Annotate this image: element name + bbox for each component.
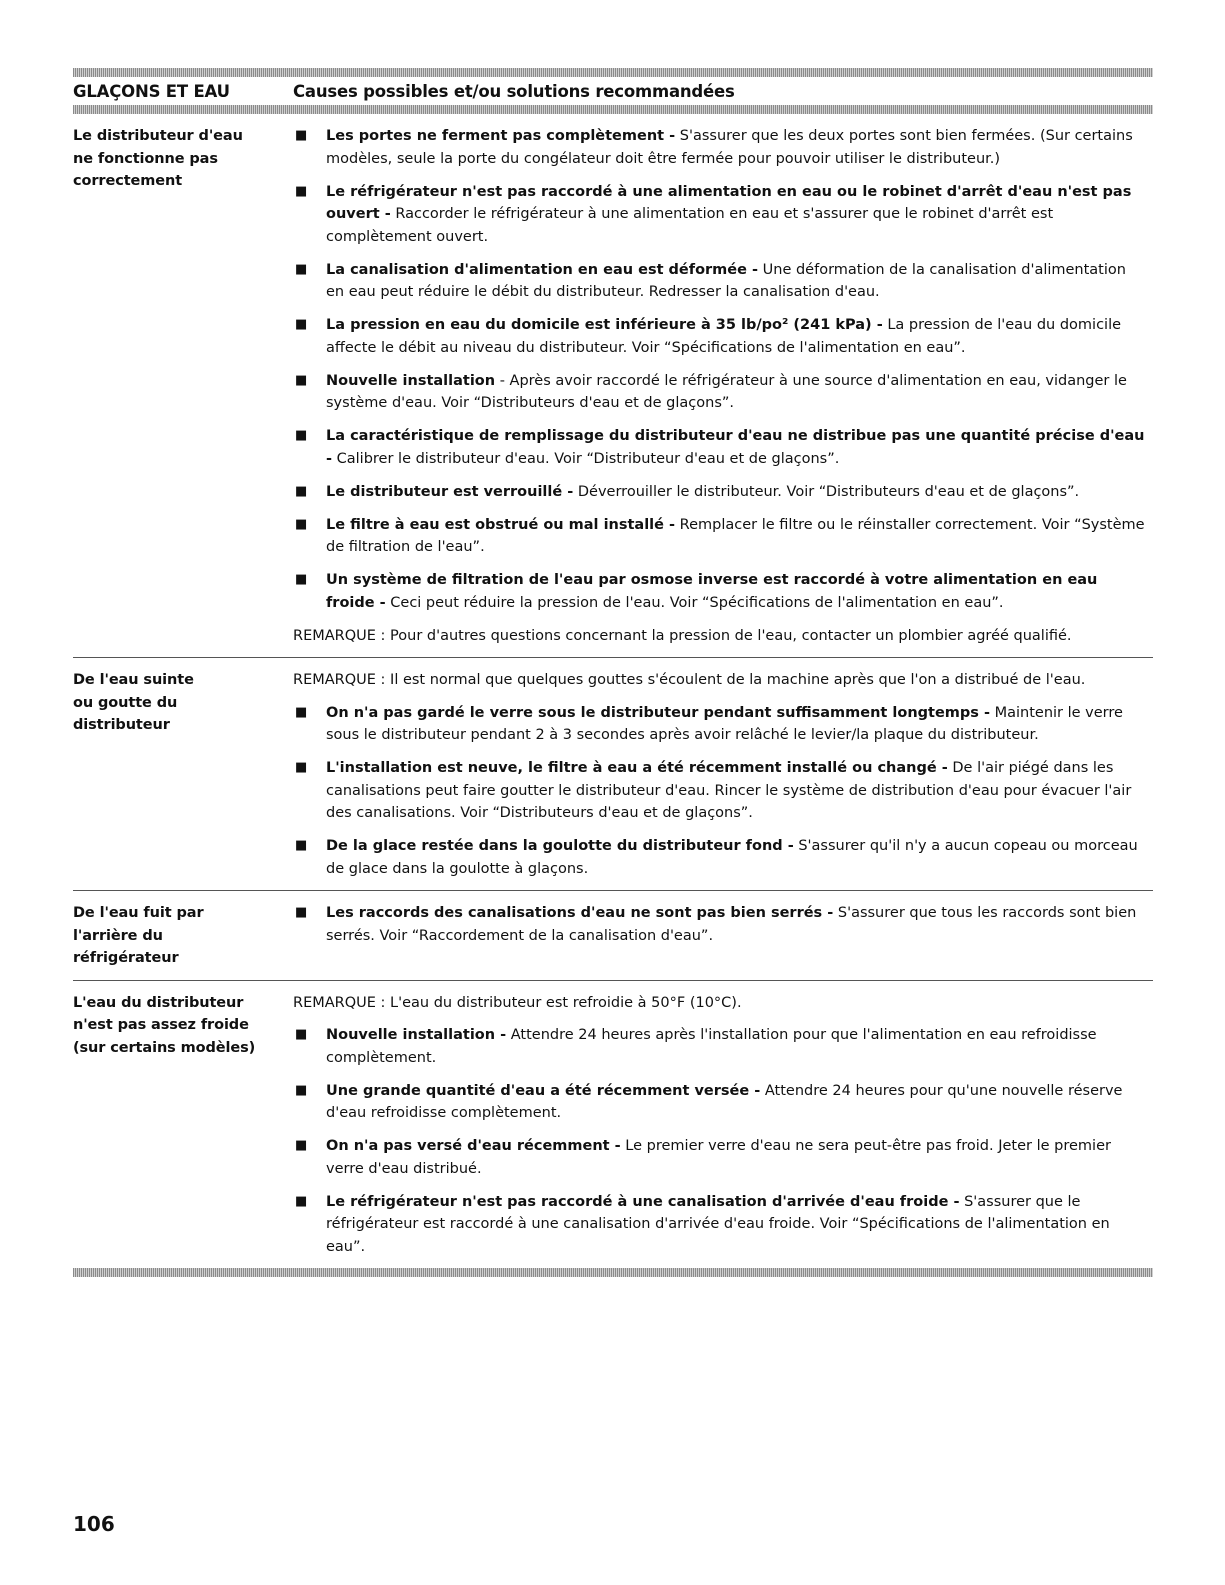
solution-item — [293, 425, 1153, 470]
header-rule — [73, 105, 1153, 114]
solution-remedy: S'assurer que tous les raccords sont bien serrés. Voir “Raccordement de la canalisation d'eau”. — [326, 905, 1137, 944]
solution-remedy: Calibrer le distributeur d'eau. Voir “Distributeur d'eau et de glaçons”. — [332, 450, 840, 467]
solution-item — [293, 370, 1153, 415]
solution-remedy: Remplacer le filtre ou le réinstaller correctement. Voir “Système de filtration de l'eau”. — [326, 516, 1145, 555]
troubleshooting-table — [73, 68, 1153, 1277]
solution-cause: Nouvelle installation - — [326, 1027, 507, 1043]
solution-text — [326, 514, 1153, 559]
solution-text — [326, 1135, 1153, 1180]
solution-text — [326, 1080, 1153, 1125]
solution-remedy: Une déformation de la canalisation d'alimentation en eau peut réduire le débit du distributeur. Redresser la canalisation d'eau. — [326, 261, 1126, 300]
remark-note — [293, 669, 1153, 692]
solution-text — [326, 1024, 1153, 1069]
bullet-icon: ■ — [295, 1082, 308, 1098]
problem-title-line: De l'eau suinte — [73, 672, 194, 688]
problem-title-line: L'eau du distributeur — [73, 994, 244, 1011]
solution-text — [326, 181, 1153, 249]
remark-label: REMARQUE — [293, 672, 376, 688]
solution-item — [293, 514, 1153, 559]
problem-section — [73, 981, 1153, 1269]
solution-item — [293, 835, 1153, 880]
solutions-list — [293, 669, 1153, 880]
solution-cause: Le réfrigérateur n'est pas raccordé à une canalisation d'arrivée d'eau froide - — [326, 1193, 960, 1210]
solution-text — [326, 481, 1153, 504]
page-number: 106 — [73, 1512, 115, 1536]
problem-title — [73, 992, 293, 1259]
solution-cause: Les raccords des canalisations d'eau ne sont pas bien serrés - — [326, 905, 834, 921]
solution-cause: L'installation est neuve, le filtre à eau a été récemment installé ou changé - — [326, 760, 948, 776]
bottom-rule — [73, 1268, 1153, 1277]
remark-label: REMARQUE — [293, 627, 376, 644]
problem-title — [73, 125, 293, 647]
bullet-icon: ■ — [295, 183, 308, 199]
solution-item — [293, 1024, 1153, 1069]
causes-heading: Causes possibles et/ou solutions recommandées — [293, 82, 735, 101]
solution-text — [326, 757, 1153, 825]
solutions-list — [293, 992, 1153, 1259]
solution-remedy: S'assurer que les deux portes sont bien fermées. (Sur certains modèles, seule la porte du congélateur doit être fermée pour pouvoir utiliser le distributeur.) — [326, 128, 1133, 167]
solution-cause: Le filtre à eau est obstrué ou mal installé - — [326, 516, 676, 533]
solutions-list — [293, 125, 1153, 647]
solution-item — [293, 1191, 1153, 1259]
problem-section — [73, 891, 1153, 980]
bullet-icon: ■ — [295, 838, 308, 853]
solution-cause: On n'a pas gardé le verre sous le distributeur pendant suffisamment longtemps - — [326, 704, 990, 721]
solution-text — [326, 902, 1153, 947]
solution-cause: Les portes ne ferment pas complètement - — [326, 128, 676, 144]
problem-title-line: réfrigérateur — [73, 950, 179, 966]
solution-text — [326, 835, 1153, 880]
solution-text — [326, 314, 1153, 359]
solution-cause: Le distributeur est verrouillé - — [326, 483, 574, 500]
solution-item — [293, 125, 1153, 170]
solution-remedy: Ceci peut réduire la pression de l'eau. Voir “Spécifications de l'alimentation en eau”. — [385, 594, 1004, 611]
remark-text: : L'eau du distributeur est refroidie à 50°F (10°C). — [375, 994, 742, 1011]
problem-title — [73, 669, 293, 880]
solution-cause: De la glace restée dans la goulotte du distributeur fond - — [326, 838, 794, 854]
bullet-icon: ■ — [295, 1027, 308, 1042]
bullet-icon: ■ — [295, 128, 308, 143]
problem-title-line: Le distributeur d'eau — [73, 128, 243, 144]
solution-remedy: Le premier verre d'eau ne sera peut-être pas froid. Jeter le premier verre d'eau distribué. — [326, 1138, 1111, 1177]
solution-text — [326, 425, 1153, 470]
problem-title-line: n'est pas assez froide — [73, 1017, 249, 1033]
problem-title — [73, 902, 293, 970]
solution-text — [326, 370, 1153, 415]
solution-item — [293, 902, 1153, 947]
solution-cause: La caractéristique de remplissage du distributeur d'eau ne distribue pas une quantité précise d'eau - — [326, 428, 1145, 467]
bullet-icon: ■ — [295, 905, 308, 920]
solution-remedy: S'assurer qu'il n'y a aucun copeau ou morceau de glace dans la goulotte à glaçons. — [326, 838, 1138, 877]
solution-remedy: Attendre 24 heures après l'installation pour que l'alimentation en eau refroidisse complètement. — [326, 1027, 1097, 1066]
solution-cause: Le réfrigérateur n'est pas raccordé à une alimentation en eau ou le robinet d'arrêt d'eau n'est pas ouvert - — [326, 183, 1132, 222]
solution-text — [326, 259, 1153, 304]
solution-remedy: Déverrouiller le distributeur. Voir “Distributeurs d'eau et de glaçons”. — [573, 483, 1080, 500]
solution-text — [326, 569, 1153, 614]
solution-text — [326, 1191, 1153, 1259]
solution-text — [326, 702, 1153, 747]
table-header — [73, 77, 1153, 105]
problem-title-line: l'arrière du — [73, 927, 163, 944]
solution-item — [293, 757, 1153, 825]
problem-section — [73, 114, 1153, 657]
solution-cause: On n'a pas versé d'eau récemment - — [326, 1138, 621, 1154]
solution-remedy: Raccorder le réfrigérateur à une alimentation en eau et s'assurer que le robinet d'arrêt est complètement ouvert. — [326, 206, 1054, 245]
remark-label: REMARQUE — [293, 994, 376, 1011]
solution-remedy: - Après avoir raccordé le réfrigérateur à une source d'alimentation en eau, vidanger le système d'eau. Voir “Distributeurs d'eau et de glaçons”. — [326, 372, 1127, 411]
problem-title-line: ou goutte du — [73, 694, 178, 711]
solution-remedy: S'assurer que le réfrigérateur est raccordé à une canalisation d'arrivée d'eau froide. Voir “Spécifications de l'alimentation en eau”. — [326, 1193, 1110, 1255]
bullet-icon: ■ — [295, 1193, 308, 1209]
solution-remedy: Maintenir le verre sous le distributeur pendant 2 à 3 secondes après avoir relâché le levier/la plaque du distributeur. — [326, 704, 1123, 743]
solutions-list — [293, 902, 1153, 970]
problem-title-line: ne fonctionne pas — [73, 150, 218, 167]
sections-container — [73, 114, 1153, 1268]
bullet-icon: ■ — [295, 483, 308, 499]
bullet-icon: ■ — [295, 572, 308, 587]
bullet-icon: ■ — [295, 1138, 308, 1153]
solution-remedy: Attendre 24 heures pour qu'une nouvelle réserve d'eau refroidisse complètement. — [326, 1082, 1123, 1121]
bullet-icon: ■ — [295, 516, 308, 532]
solution-item — [293, 259, 1153, 304]
top-rule — [73, 68, 1153, 77]
solution-cause: Nouvelle installation — [326, 372, 496, 389]
solution-item — [293, 1080, 1153, 1125]
bullet-icon: ■ — [295, 317, 308, 332]
solution-item — [293, 181, 1153, 249]
remark-text: : Il est normal que quelques gouttes s'écoulent de la machine après que l'on a distribué de l'eau. — [375, 672, 1086, 688]
remark-note — [293, 992, 1153, 1015]
problem-title-line: (sur certains modèles) — [73, 1039, 256, 1056]
solution-cause: Un système de filtration de l'eau par osmose inverse est raccordé à votre alimentation en eau froide - — [326, 572, 1098, 611]
problem-title-line: correctement — [73, 173, 183, 189]
solution-item — [293, 314, 1153, 359]
problem-title-line: De l'eau fuit par — [73, 905, 204, 921]
solution-item — [293, 702, 1153, 747]
solution-cause: La pression en eau du domicile est inférieure à 35 lb/po² (241 kPa) - — [326, 317, 883, 333]
solution-text — [326, 125, 1153, 170]
bullet-icon: ■ — [295, 428, 308, 443]
bullet-icon: ■ — [295, 704, 308, 720]
remark-note — [293, 625, 1153, 648]
bullet-icon: ■ — [295, 760, 308, 775]
solution-item — [293, 1135, 1153, 1180]
bullet-icon: ■ — [295, 372, 308, 388]
problem-section — [73, 658, 1153, 890]
solution-remedy: De l'air piégé dans les canalisations peut faire goutter le distributeur d'eau. Rincer le système de distribution d'eau pour évacuer l'air des canalisations. Voir “Distributeurs d'eau et de glaçons”. — [326, 760, 1132, 821]
solution-cause: Une grande quantité d'eau a été récemment versée - — [326, 1082, 761, 1099]
problem-title-line: distributeur — [73, 717, 170, 733]
solution-cause: La canalisation d'alimentation en eau est déformée - — [326, 261, 759, 278]
category-heading: GLAÇONS ET EAU — [73, 82, 230, 101]
solution-remedy: La pression de l'eau du domicile affecte le débit au niveau du distributeur. Voir “Spécifications de l'alimentation en eau”. — [326, 317, 1122, 356]
bullet-icon: ■ — [295, 261, 308, 277]
solution-item — [293, 481, 1153, 504]
solution-item — [293, 569, 1153, 614]
remark-text: : Pour d'autres questions concernant la pression de l'eau, contacter un plombier agréé qualifié. — [375, 627, 1072, 644]
